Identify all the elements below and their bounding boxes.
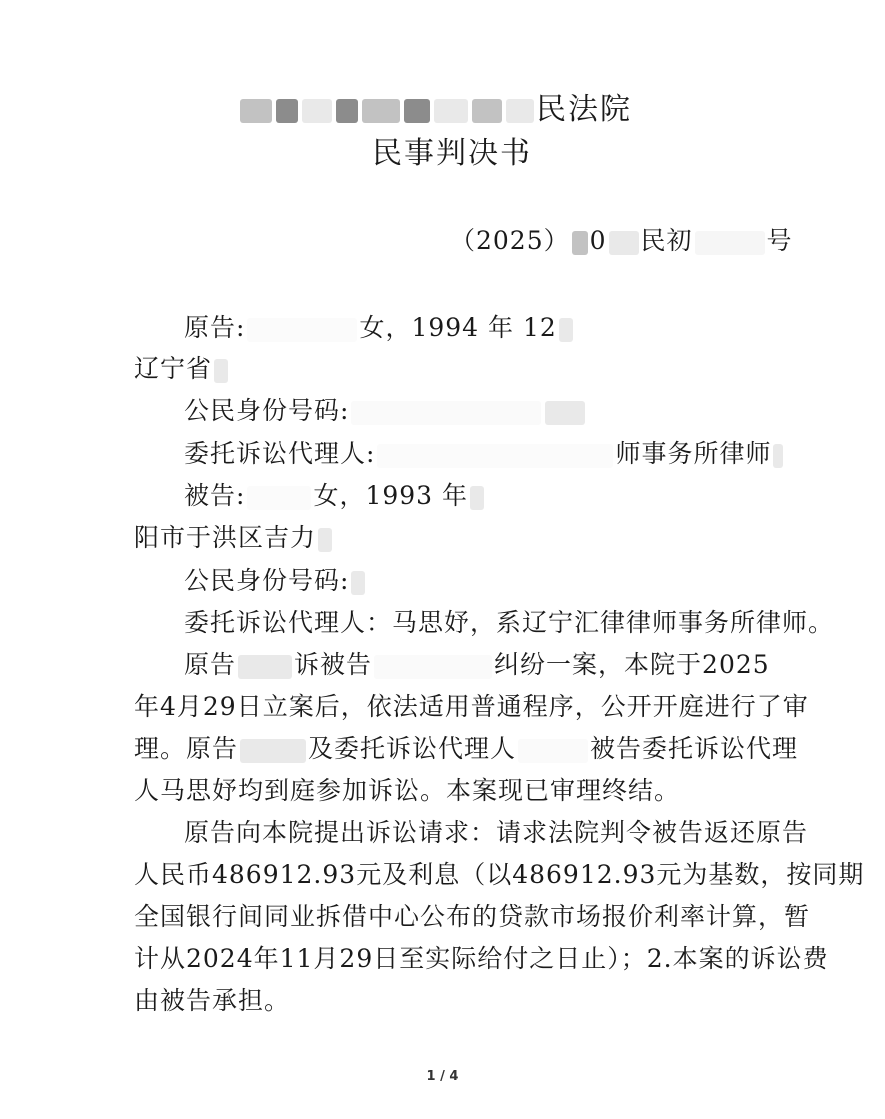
- facts-p1-line1: 原告 诉被告 纠纷一案，本院于2025: [184, 650, 770, 679]
- court-name-suffix: 民法院: [536, 92, 632, 127]
- redaction: [318, 528, 332, 552]
- redaction: [276, 99, 298, 123]
- redaction: [374, 655, 492, 679]
- document-title: 民事判决书: [372, 136, 532, 171]
- redaction: [404, 99, 430, 123]
- case-number: [450, 224, 793, 258]
- redaction: [518, 739, 588, 763]
- defendant-agent: 委托诉讼代理人：马思妤，系辽宁汇律律师事务所律师。: [184, 608, 835, 637]
- redaction: [559, 318, 573, 342]
- redaction: [362, 99, 400, 123]
- page-indicator: 1 / 4: [426, 1069, 459, 1084]
- facts-p2-line2: 人民币486912.93元及利息（以486912.93元为基数，按同期: [134, 860, 865, 889]
- facts-p1-line4: 人马思妤均到庭参加诉讼。本案现已审理终结。: [134, 776, 681, 805]
- redaction: [240, 739, 306, 763]
- redaction: [545, 401, 585, 425]
- facts-p2-line3: 全国银行间同业拆借中心公布的贷款市场报价利率计算，暂: [134, 902, 811, 931]
- plaintiff-line: [184, 311, 575, 345]
- plaintiff-agent: 委托诉讼代理人: 师事务所律师: [184, 437, 785, 471]
- redaction: [470, 486, 484, 510]
- court-name: [238, 90, 632, 130]
- redaction: [351, 401, 541, 425]
- redaction: [247, 318, 357, 342]
- redaction: [773, 444, 783, 468]
- facts-p1-line3: 理。原告 及委托诉讼代理人 被告委托诉讼代理: [134, 734, 799, 763]
- redaction: [609, 231, 639, 255]
- defendant-address: 阳市于洪区吉力: [134, 521, 334, 555]
- redaction: [506, 99, 534, 123]
- redaction: [302, 99, 332, 123]
- case-year: （2025）: [450, 226, 570, 255]
- facts-p2-line4: 计从2024年11月29日至实际给付之日止）；2.本案的诉讼费: [134, 944, 829, 973]
- redaction: [238, 655, 292, 679]
- redaction: [351, 571, 365, 595]
- case-suffix: 号: [766, 226, 793, 255]
- plaintiff-gender-birth: 女，1994 年 12: [359, 313, 557, 342]
- facts-p2-line5: 由被告承担。: [134, 986, 291, 1015]
- redaction: [377, 444, 613, 468]
- redaction: [240, 99, 272, 123]
- redaction: [247, 486, 311, 510]
- redaction: [214, 359, 228, 383]
- plaintiff-id: 公民身份号码:: [184, 394, 587, 428]
- case-digit: 0: [589, 226, 607, 255]
- redaction: [336, 99, 358, 123]
- plaintiff-label: 原告:: [184, 313, 246, 342]
- redaction: [472, 99, 502, 123]
- defendant-line: 被告: 女，1993 年: [184, 479, 486, 513]
- defendant-id: 公民身份号码:: [184, 564, 367, 598]
- redaction: [695, 231, 765, 255]
- redaction: [572, 231, 588, 255]
- redaction: [434, 99, 468, 123]
- case-type: 民初: [640, 226, 693, 255]
- facts-p1-line2: 年4月29日立案后，依法适用普通程序，公开开庭进行了审: [134, 692, 809, 721]
- plaintiff-address: 辽宁省: [134, 352, 230, 386]
- facts-p2-line1: 原告向本院提出诉讼请求：请求法院判令被告返还原告: [184, 818, 809, 847]
